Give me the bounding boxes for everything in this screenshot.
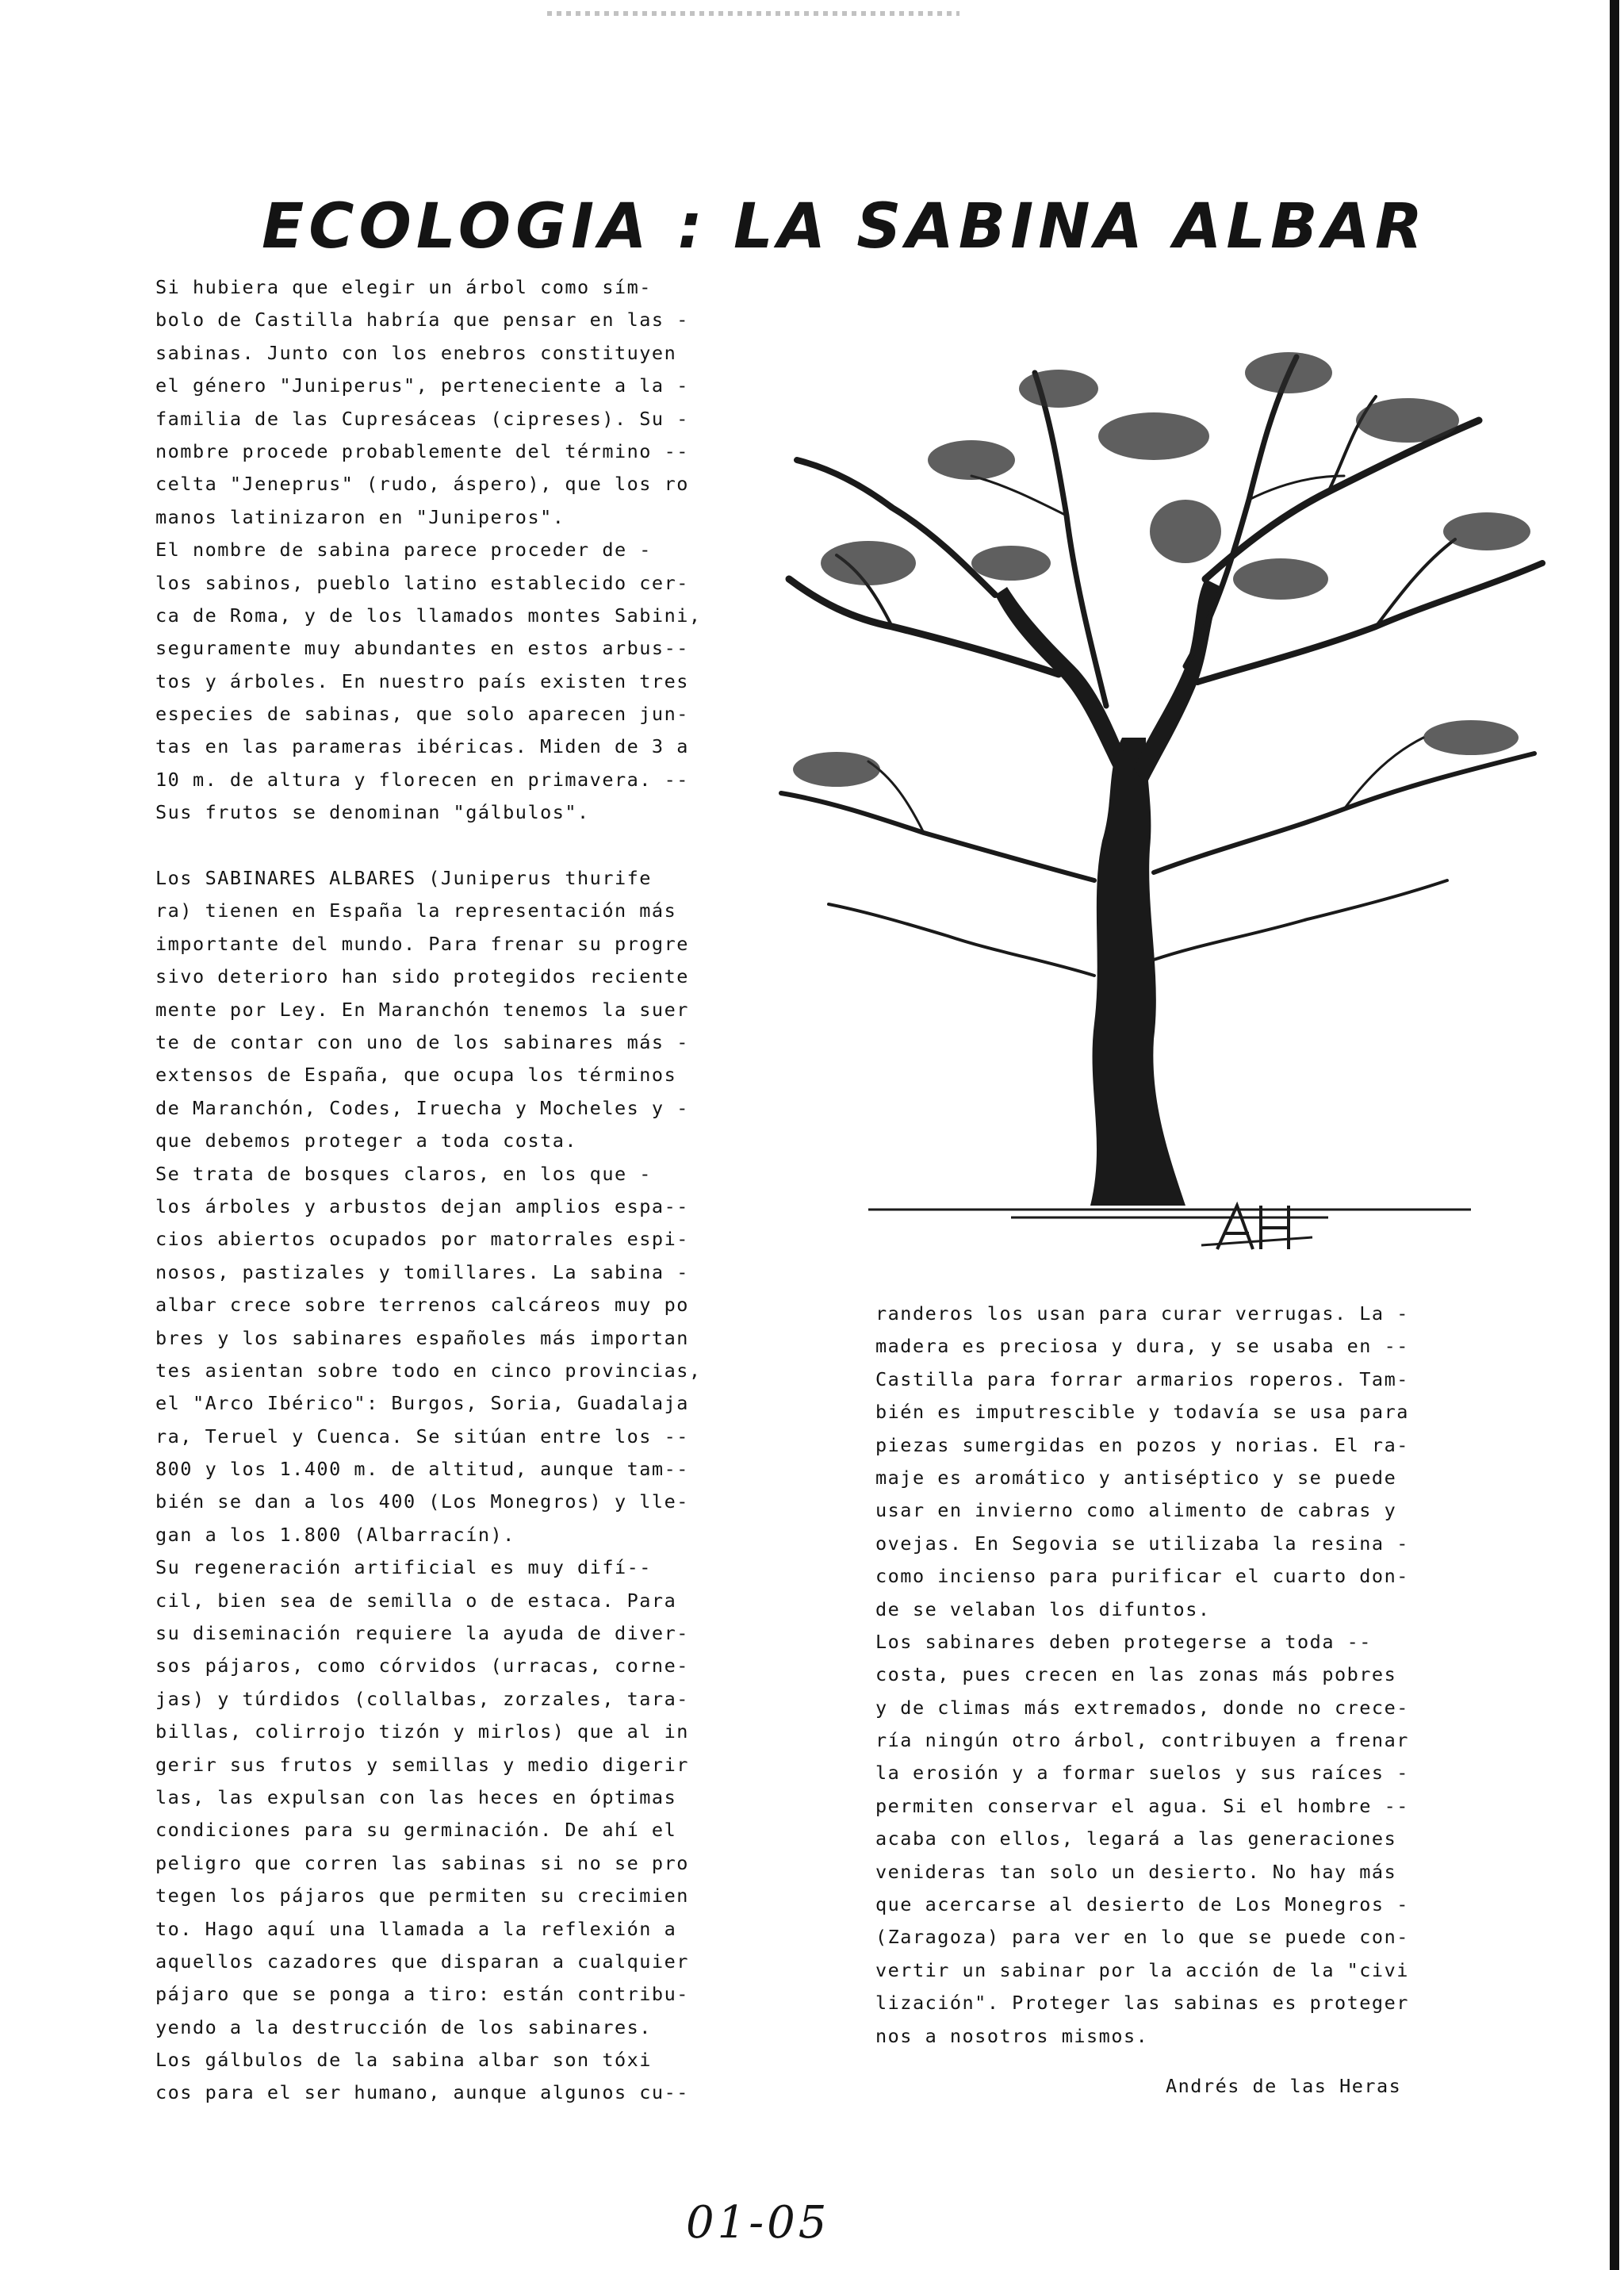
text-line: tos y árboles. En nuestro país existen tres <box>155 669 689 692</box>
text-line: nos a nosotros mismos. <box>875 2024 1149 2047</box>
text-line: la erosión y a formar suelos y sus raíces - <box>875 1762 1409 1785</box>
text-line: familia de las Cupresáceas (cipreses). Su - <box>155 407 689 430</box>
text-line: bién es imputrescible y todavía se usa para <box>875 1401 1409 1424</box>
text-line: yendo a la destrucción de los sabinares. <box>155 2015 652 2038</box>
text-line: importante del mundo. Para frenar su progre <box>155 932 689 955</box>
text-line: permiten conservar el agua. Si el hombre -- <box>875 1794 1409 1817</box>
tree-illustration <box>773 325 1574 1253</box>
text-line: sivo deterioro han sido protegidos reciente <box>155 965 689 988</box>
text-line: Se trata de bosques claros, en los que - <box>155 1162 652 1185</box>
text-line: Castilla para forrar armarios roperos. Tam- <box>875 1367 1409 1390</box>
text-line: tegen los pájaros que permiten su crecimien <box>155 1885 689 1908</box>
text-line: mente por Ley. En Maranchón tenemos la suer <box>155 998 689 1021</box>
text-line: 800 y los 1.400 m. de altitud, aunque tam-- <box>155 1458 689 1481</box>
text-line: sos pájaros, como córvidos (urracas, corne- <box>155 1655 689 1678</box>
text-line: bres y los sabinares españoles más importan <box>155 1326 689 1349</box>
text-line: randeros los usan para curar verrugas. La - <box>875 1302 1409 1325</box>
author-signature: Andrés de las Heras <box>1166 2075 1402 2097</box>
text-line: cios abiertos ocupados por matorrales espi- <box>155 1228 689 1251</box>
text-line: jas) y túrdidos (collalbas, zorzales, tara- <box>155 1687 689 1710</box>
text-line: to. Hago aquí una llamada a la reflexión a <box>155 1917 677 1940</box>
text-line: los árboles y arbustos dejan amplios espa-- <box>155 1194 689 1217</box>
text-line: especies de sabinas, que solo aparecen jun- <box>155 703 689 726</box>
text-line: tas en las parameras ibéricas. Miden de 3 a <box>155 735 689 758</box>
text-line: su diseminación requiere la ayuda de diver- <box>155 1622 689 1645</box>
text-line: Sus frutos se denominan "gálbulos". <box>155 801 590 824</box>
text-line: billas, colirrojo tizón y mirlos) que al in <box>155 1720 689 1743</box>
text-line: Los gálbulos de la sabina albar son tóxi <box>155 2049 652 2072</box>
text-line: usar en invierno como alimento de cabras y <box>875 1499 1397 1522</box>
text-line: te de contar con uno de los sabinares más - <box>155 1030 689 1053</box>
text-line: las, las expulsan con las heces en óptimas <box>155 1785 677 1808</box>
text-line: peligro que corren las sabinas si no se pro <box>155 1851 689 1874</box>
text-line: nosos, pastizales y tomillares. La sabina - <box>155 1260 689 1283</box>
text-line: Su regeneración artificial es muy difí-- <box>155 1556 652 1579</box>
scan-edge-bar <box>1610 0 1619 2270</box>
text-line: y de climas más extremados, donde no crece- <box>875 1696 1409 1719</box>
tree-trunk <box>995 579 1221 1206</box>
text-line: tes asientan sobre todo en cinco provincias, <box>155 1359 702 1382</box>
text-line: el género "Juniperus", perteneciente a la - <box>155 374 689 397</box>
text-line: extensos de España, que ocupa los términos <box>155 1064 677 1087</box>
text-line: ovejas. En Segovia se utilizaba la resina - <box>875 1532 1409 1555</box>
text-line: cil, bien sea de semilla o de estaca. Para <box>155 1589 677 1612</box>
text-line: bolo de Castilla habría que pensar en las - <box>155 309 689 332</box>
text-line: Los SABINARES ALBARES (Juniperus thurife <box>155 867 652 890</box>
tree-ground <box>868 1210 1471 1217</box>
text-line: el "Arco Ibérico": Burgos, Soria, Guadalaja <box>155 1392 689 1415</box>
text-line: aquellos cazadores que disparan a cualquier <box>155 1950 689 1973</box>
left-column-text <box>155 271 702 2110</box>
text-line: ra, Teruel y Cuenca. Se sitúan entre los -- <box>155 1425 689 1448</box>
text-line: que acercarse al desierto de Los Monegros - <box>875 1893 1409 1916</box>
text-line: sabinas. Junto con los enebros constituyen <box>155 341 677 364</box>
text-line: (Zaragoza) para ver en lo que se puede con- <box>875 1926 1409 1949</box>
text-line: Los sabinares deben protegerse a toda -- <box>875 1630 1372 1653</box>
text-line: como incienso para purificar el cuarto don- <box>875 1565 1409 1588</box>
text-line: ra) tienen en España la representación más <box>155 899 677 922</box>
text-line: El nombre de sabina parece proceder de - <box>155 539 652 562</box>
text-line: que debemos proteger a toda costa. <box>155 1129 578 1152</box>
text-line: albar crece sobre terrenos calcáreos muy po <box>155 1294 689 1317</box>
text-line: celta "Jeneprus" (rudo, áspero), que los ro <box>155 473 689 496</box>
text-line: costa, pues crecen en las zonas más pobres <box>875 1663 1397 1686</box>
text-line: gerir sus frutos y semillas y medio digerir <box>155 1753 689 1776</box>
text-line: lización". Proteger las sabinas es proteger <box>875 1992 1409 2015</box>
text-line <box>155 830 702 862</box>
text-line: ría ningún otro árbol, contribuyen a frenar <box>875 1729 1409 1752</box>
artist-monogram <box>1201 1206 1312 1249</box>
text-line: los sabinos, pueblo latino establecido cer- <box>155 571 689 594</box>
text-line: nombre procede probablemente del término -- <box>155 439 689 462</box>
text-line: seguramente muy abundantes en estos arbus-- <box>155 637 689 660</box>
scan-artifact <box>547 11 959 16</box>
text-line: 10 m. de altura y florecen en primavera. -- <box>155 768 689 791</box>
text-line: vertir un sabinar por la acción de la "civi <box>875 1958 1409 1981</box>
page-title: ECOLOGIA : LA SABINA ALBAR <box>262 191 1427 263</box>
text-line: pájaro que se ponga a tiro: están contribu- <box>155 1983 689 2006</box>
text-line: gan a los 1.800 (Albarracín). <box>155 1523 515 1546</box>
right-column-text <box>875 1298 1409 2053</box>
text-line: manos latinizaron en "Juniperos". <box>155 505 565 528</box>
text-line: cos para el ser humano, aunque algunos cu-- <box>155 2081 689 2104</box>
text-line: de Maranchón, Codes, Iruecha y Mocheles y - <box>155 1096 689 1119</box>
text-line: condiciones para su germinación. De ahí el <box>155 1819 677 1842</box>
text-line: Si hubiera que elegir un árbol como sím- <box>155 276 652 298</box>
text-line: de se velaban los difuntos. <box>875 1597 1211 1620</box>
text-line: piezas sumergidas en pozos y norias. El ra- <box>875 1433 1409 1456</box>
page-number: 01-05 <box>686 2197 830 2249</box>
text-line: ca de Roma, y de los llamados montes Sabini, <box>155 604 702 627</box>
text-line: acaba con ellos, legará a las generaciones <box>875 1827 1397 1850</box>
text-line: bién se dan a los 400 (Los Monegros) y lle- <box>155 1490 689 1513</box>
text-line: maje es aromático y antiséptico y se puede <box>875 1466 1397 1489</box>
text-line: madera es preciosa y dura, y se usaba en -- <box>875 1335 1409 1358</box>
text-line: venideras tan solo un desierto. No hay más <box>875 1860 1397 1883</box>
